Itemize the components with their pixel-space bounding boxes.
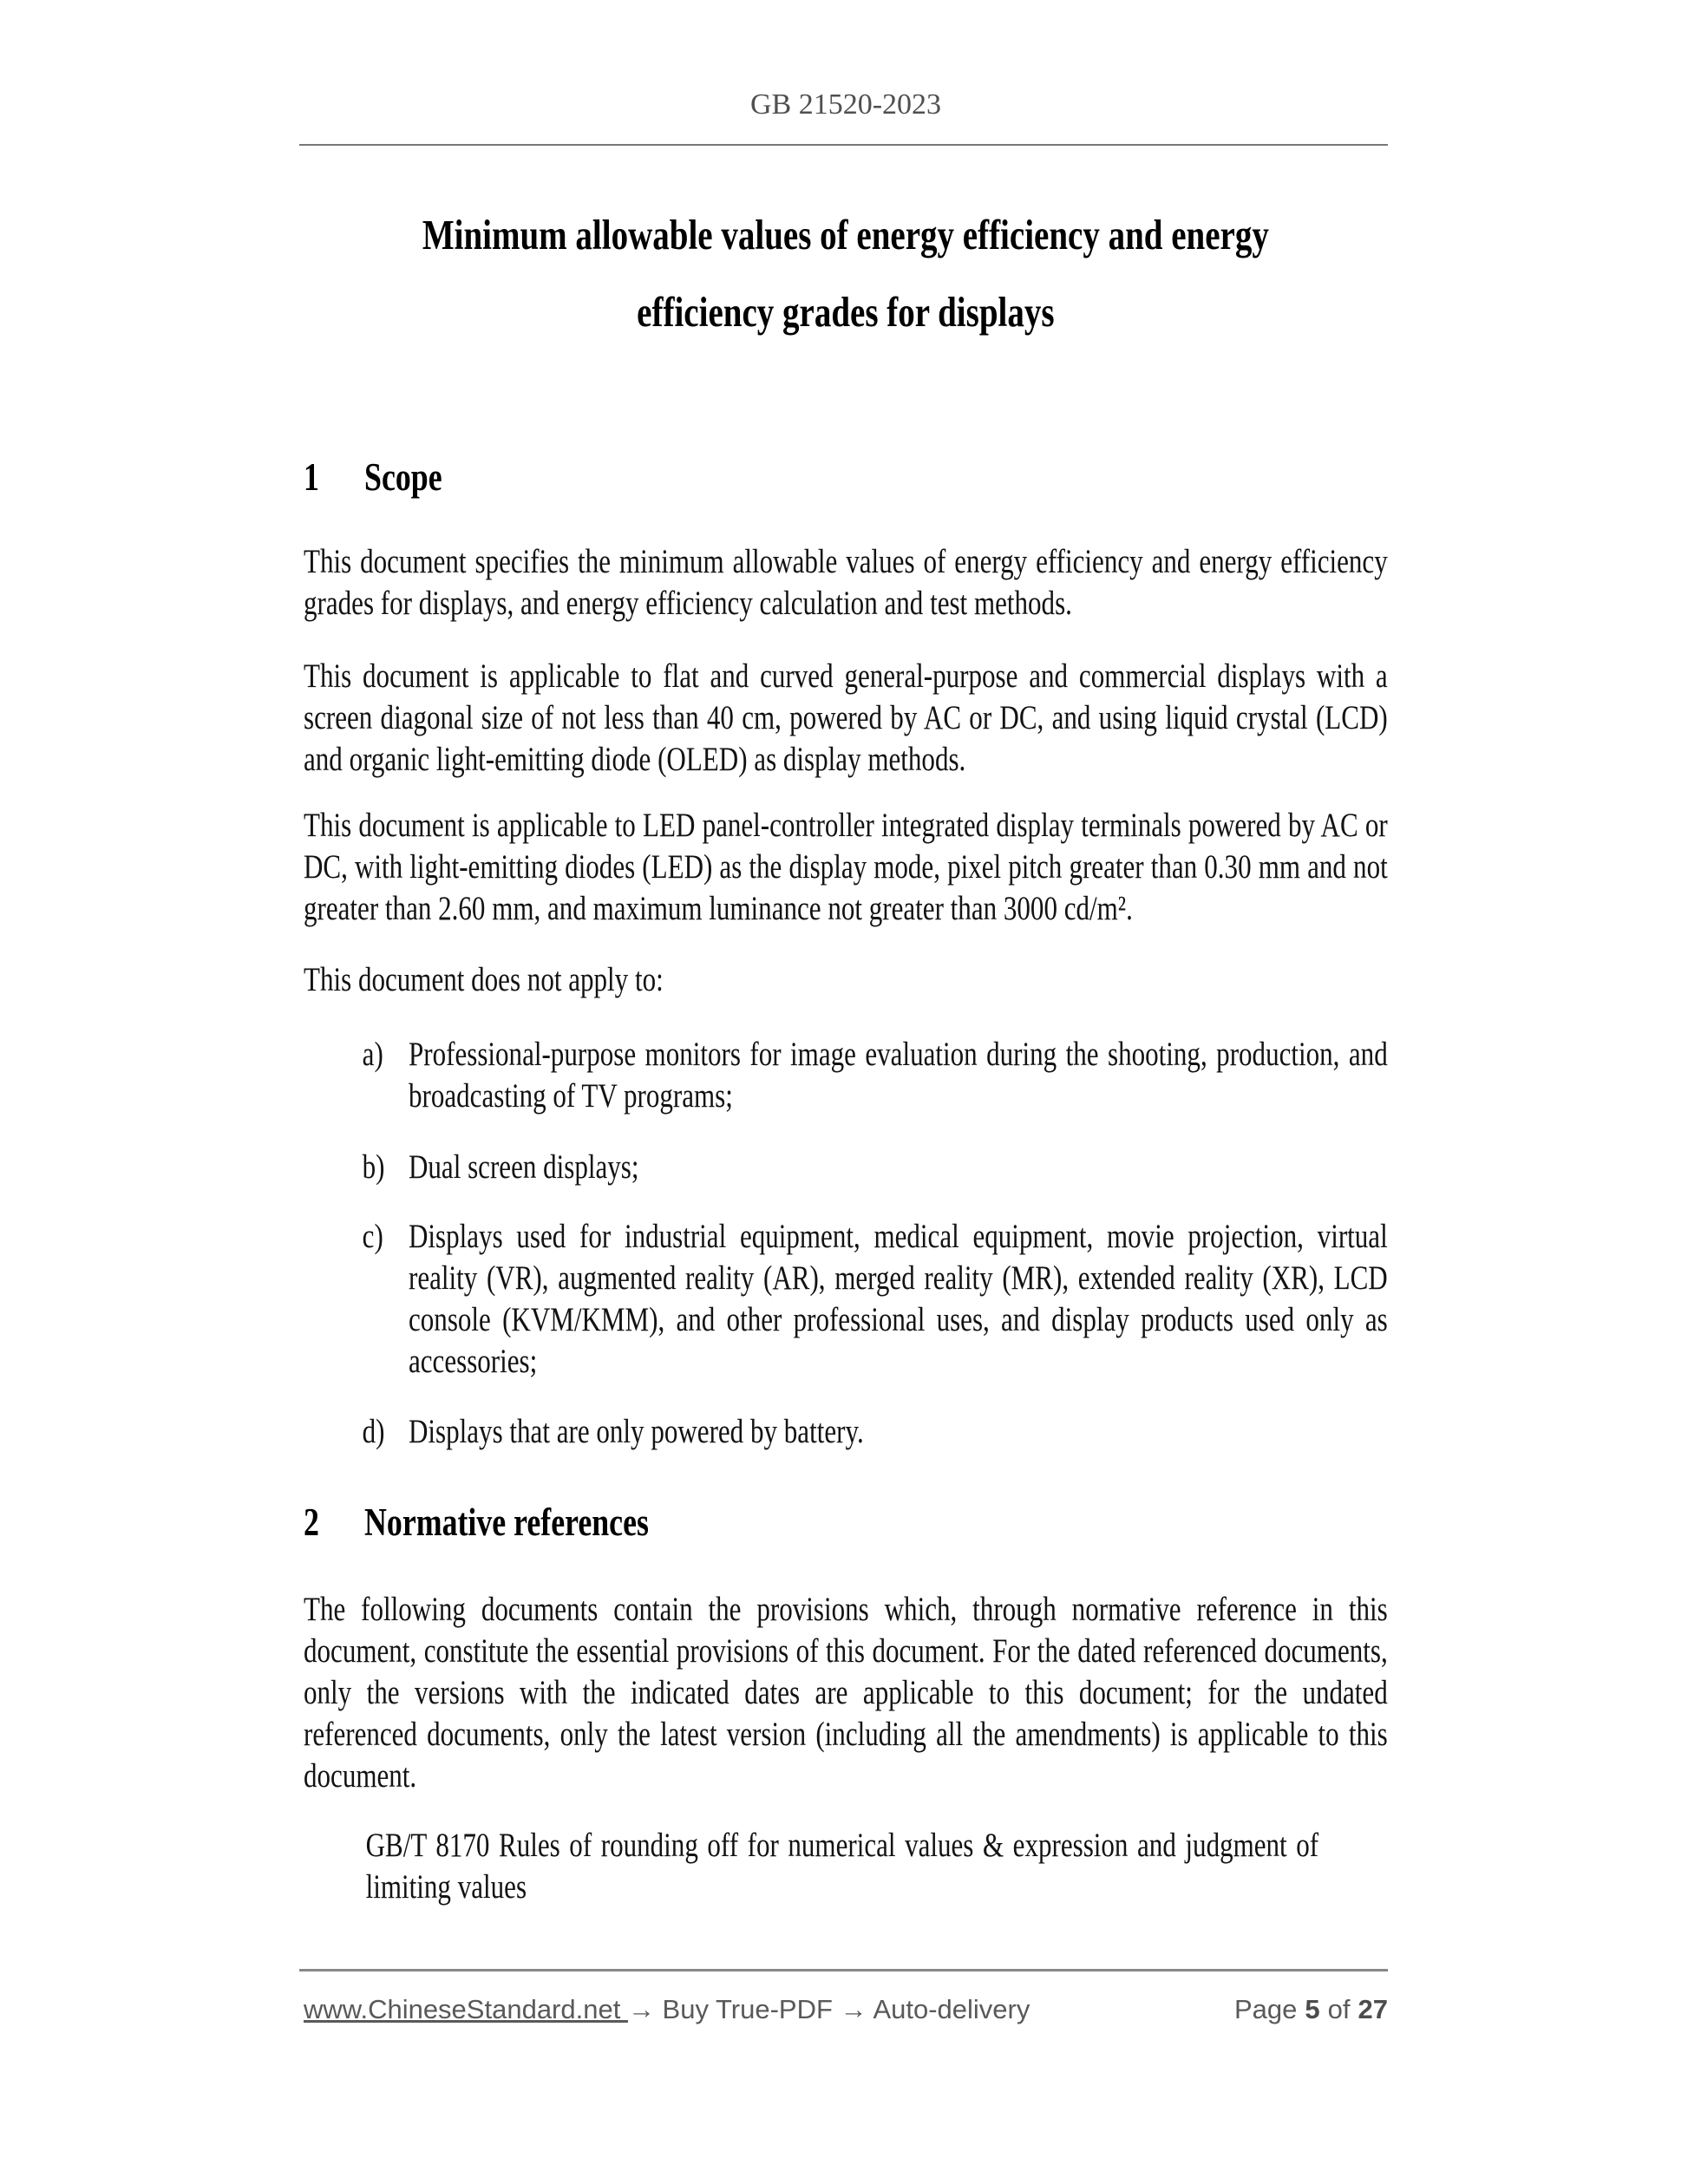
- title-line-1: Minimum allowable values of energy efficiency and energy: [422, 211, 1269, 258]
- page-label: Page: [1234, 1994, 1298, 2024]
- header-divider: [299, 144, 1388, 146]
- item-d-text: Displays that are only powered by battery.: [408, 1413, 864, 1450]
- normative-paragraph: The following documents contain the provisions which, through normative reference in this document, constitute the essential provisions of this document. For the dated referenced documents, only the versions with the indicated dates are applicable to this document; for the undated referenced documents, only the latest version (including all the amendments) is applicable to this document.: [304, 1591, 1388, 1795]
- normative-reference: GB/T 8170 Rules of rounding off for numerical values & expression and judgment of limiting values: [365, 1827, 1319, 1906]
- item-c-marker: c): [362, 1218, 383, 1255]
- scope-paragraph-1: This document specifies the minimum allowable values of energy efficiency and energy efficiency grades for displays, and energy efficiency calculation and test methods.: [304, 543, 1388, 622]
- scope-paragraph-2: This document is applicable to flat and curved general-purpose and commercial displays with a screen diagonal size of not less than 40 cm, powered by AC or DC, and using liquid crystal (LCD) and organic light-emitting diode (OLED) as display methods.: [304, 657, 1388, 778]
- list-item-c: [304, 1216, 1388, 1383]
- item-a-marker: a): [362, 1036, 383, 1073]
- item-d-marker: d): [362, 1413, 385, 1450]
- page-indicator: [1227, 1992, 1388, 2027]
- list-item-b: [304, 1147, 1388, 1188]
- footer-tagline: [304, 1992, 1030, 2027]
- page-total: 27: [1358, 1994, 1388, 2024]
- list-item-a: [304, 1034, 1388, 1117]
- section-2-heading: [304, 1498, 1388, 1546]
- document-body: [304, 196, 1388, 1908]
- item-b-marker: b): [362, 1148, 385, 1186]
- section-1-title: Scope: [364, 455, 442, 499]
- scope-paragraph-3: This document is applicable to LED panel-controller integrated display terminals powered by AC or DC, with light-emitting diodes (LED) as the display mode, pixel pitch greater than 0.30 mm and not greater than 2.60 mm, and maximum luminance not greater than 3000 cd/m².: [304, 807, 1388, 927]
- item-c-text: Displays used for industrial equipment, medical equipment, movie projection, virtual reality (VR), augmented reality (AR), merged reality (MR), extended reality (XR), LCD console (KVM/KMM), and other professional uses, and display products used only as accessories;: [408, 1218, 1388, 1380]
- of-label: of: [1327, 1994, 1351, 2024]
- footer-trail: → Buy True-PDF → Auto-delivery: [627, 1994, 1030, 2024]
- list-item-d: [304, 1411, 1388, 1453]
- section-1-number: 1: [304, 455, 319, 499]
- doc-number: GB 21520-2023: [749, 88, 942, 121]
- scope-paragraph-4: This document does not apply to:: [304, 961, 664, 998]
- footer: [304, 1992, 1388, 2027]
- site-link[interactable]: www.ChineseStandard.net: [304, 1994, 628, 2024]
- exclusion-list: [304, 1034, 1388, 1453]
- section-2-number: 2: [304, 1501, 319, 1544]
- footer-divider: [299, 1969, 1388, 1971]
- section-2-title: Normative references: [364, 1501, 649, 1544]
- item-a-text: Professional-purpose monitors for image evaluation during the shooting, production, and broadcasting of TV programs;: [408, 1036, 1388, 1115]
- item-b-text: Dual screen displays;: [408, 1148, 639, 1186]
- page-number: 5: [1305, 1994, 1320, 2024]
- title-line-2: efficiency grades for displays: [637, 288, 1055, 336]
- document-title: [304, 196, 1388, 350]
- section-1-heading: [304, 453, 1388, 501]
